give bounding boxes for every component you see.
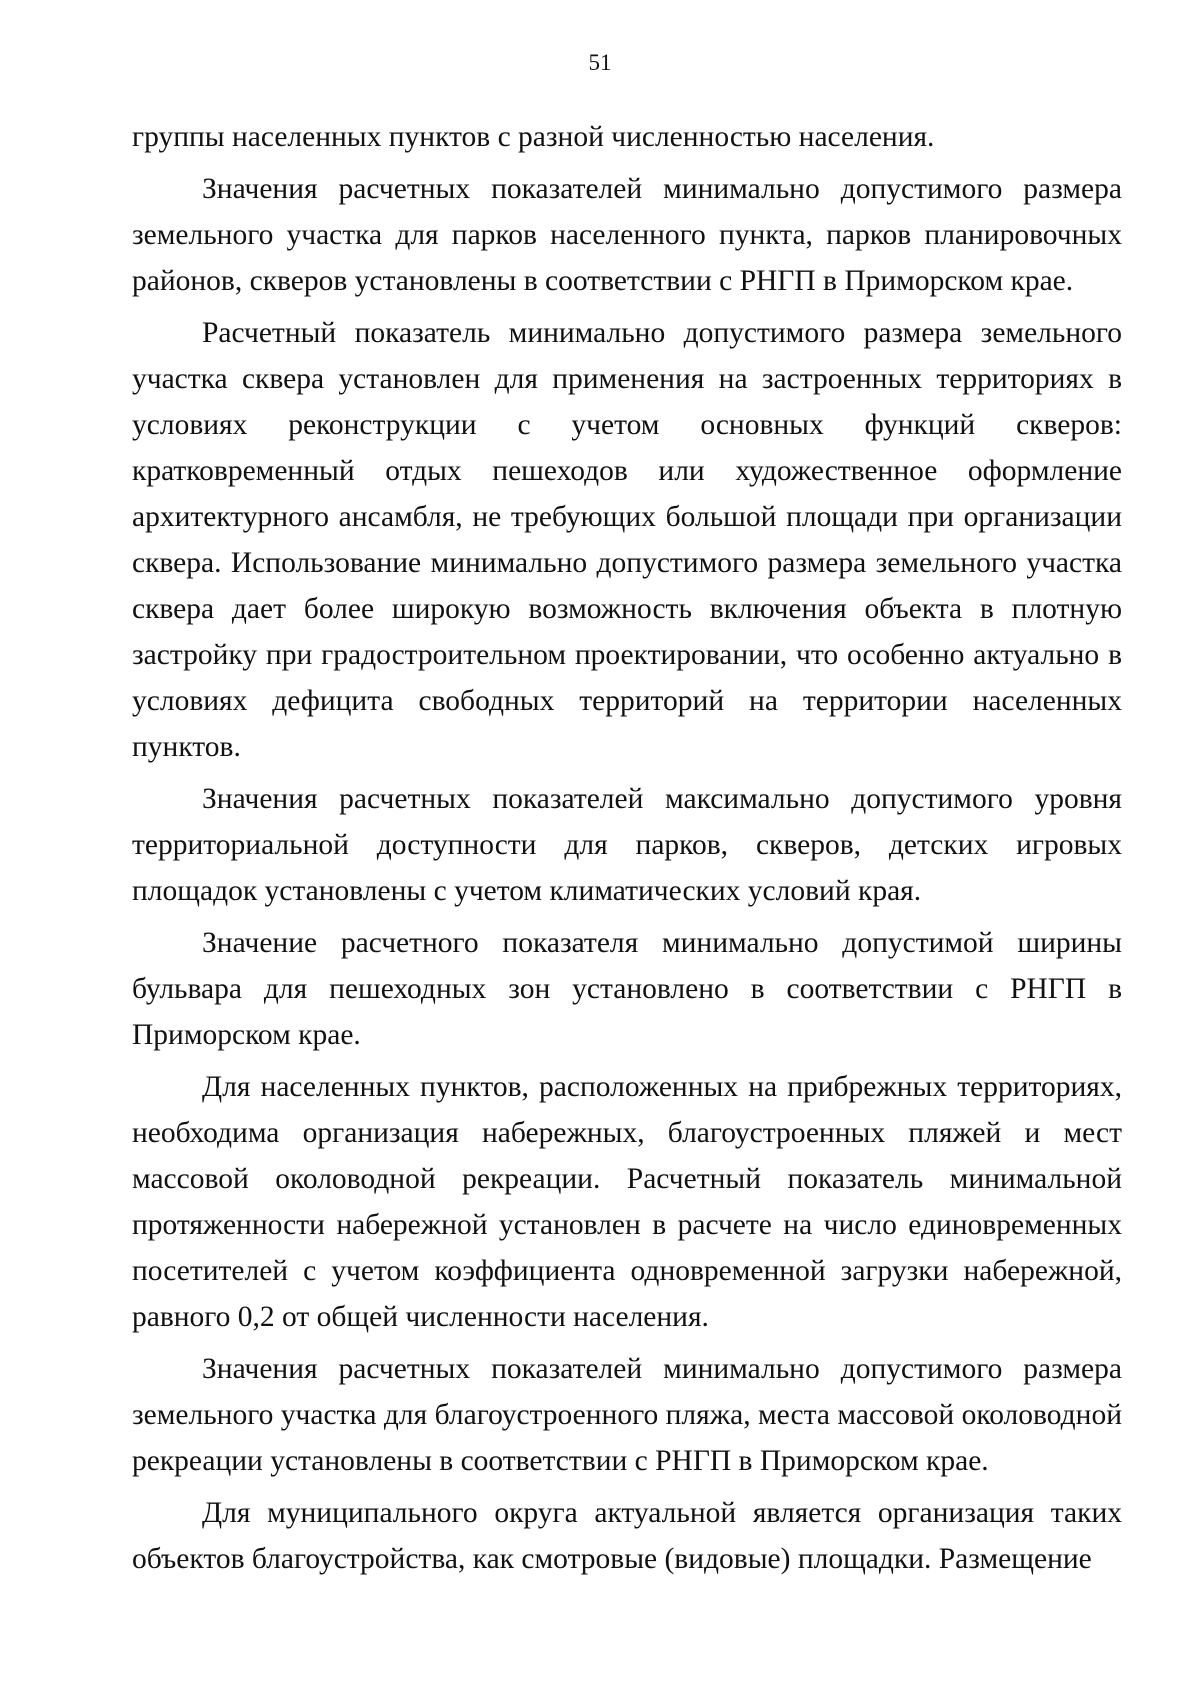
paragraph-boulevard-width: Значение расчетного показателя минимально допустимой ширины бульвара для пешеходных зон установлено в соответствии с РНГП в Приморском крае.	[132, 927, 1122, 1051]
paragraph-accessibility: Значения расчетных показателей максимально допустимого уровня территориальной доступности для парков, скверов, детских игровых площадок установлены с учетом климатических условий края.	[132, 783, 1122, 907]
paragraph-parks-land-size: Значения расчетных показателей минимально допустимого размера земельного участка для парков населенного пункта, парков планировочных районов, скверов установлены в соответствии с РНГП в Приморском крае.	[132, 173, 1122, 297]
paragraph-embankment: Для населенных пунктов, расположенных на прибрежных территориях, необходима организация набережных, благоустроенных пляжей и мест массовой околоводной рекреации. Расчетный показатель минимальной протяженности набережной установлен в расчете на число единовременных посетителей с учетом коэффициента одновременной загрузки набережной, равного 0,2 от общей численности населения.	[132, 1071, 1122, 1333]
paragraph-viewing-platforms: Для муниципального округа актуальной является организация таких объектов благоустройства, как смотровые (видовые) площадки. Размещение	[132, 1497, 1122, 1575]
page-number: 51	[588, 50, 612, 75]
paragraph-continuation: группы населенных пунктов с разной численностью населения.	[132, 121, 935, 153]
paragraph-square-land-size: Расчетный показатель минимально допустимого размера земельного участка сквера установлен для применения на застроенных территориях в условиях реконструкции с учетом основных функций скверов: кратковременный отдых пешеходов или художественное оформление архитектурного ансамбля, не требующих большой площади при организации сквера. Использование минимально допустимого размера земельного участка сквера дает более широкую возможность включения объекта в плотную застройку при градостроительном проектировании, что особенно актуально в условиях дефицита свободных территорий на территории населенных пунктов.	[132, 317, 1122, 763]
paragraph-beach-land-size: Значения расчетных показателей минимально допустимого размера земельного участка для благоустроенного пляжа, места массовой околоводной рекреации установлены в соответствии с РНГП в Приморском крае.	[132, 1353, 1122, 1477]
document-body	[132, 114, 1122, 1588]
